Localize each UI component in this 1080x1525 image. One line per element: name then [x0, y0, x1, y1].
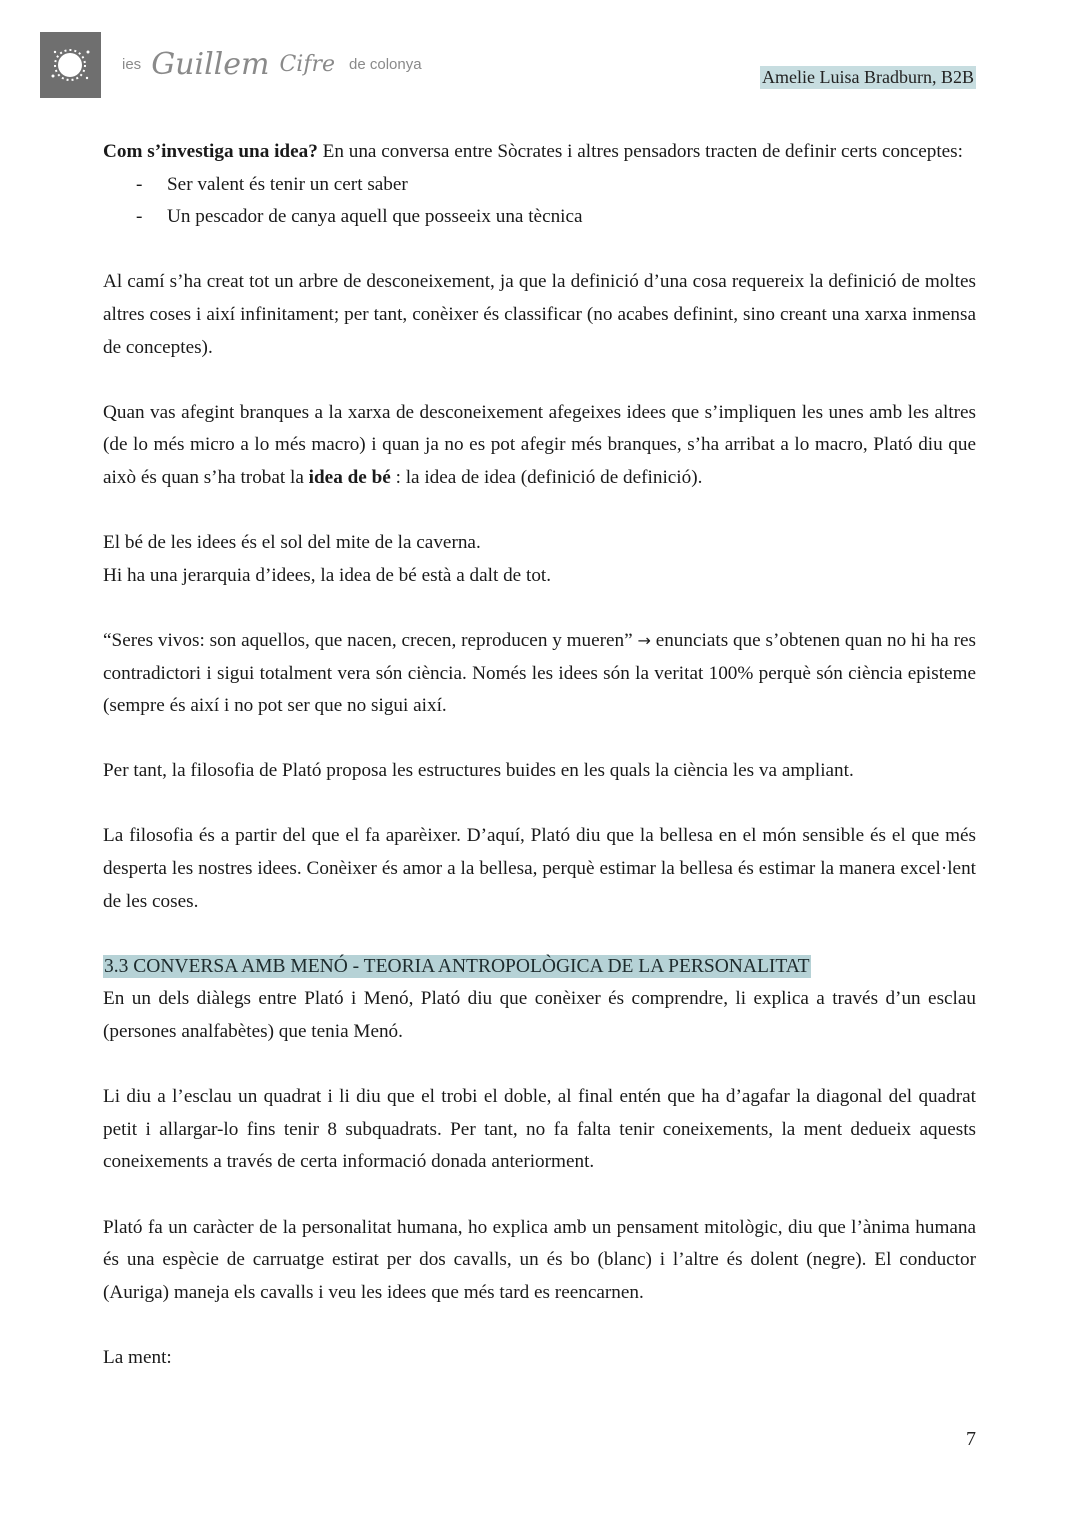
paragraph-science	[103, 625, 976, 723]
branches-text-start: Quan vas afegint branques a la xarxa de desconeixement afegeixes idees que s’impliquen les unes amb les altres (de lo més micro a lo més macro) i quan ja no es pot afegir més branques, s’ha arribat a lo macro, Plató diu que això és quan s’ha trobat la	[103, 401, 976, 488]
paragraph-meno: En un dels diàlegs entre Plató i Menó, Plató diu que conèixer és comprendre, li explica a través d’un esclau (persones analfabètes) que tenia Menó.	[103, 988, 976, 1043]
paragraph-mind: La ment:	[103, 1346, 172, 1368]
list-item: - Ser valent és tenir un cert saber	[103, 169, 976, 202]
paragraph-chariot: Plató fa un caràcter de la personalitat humana, ho explica amb un pensament mitològic, diu que l’ànima humana és una espècie de carruatge estirat per dos cavalls, un és bo (blanc) i l’altre és dolent (negre). El conductor (Auriga) maneja els cavalls i veu les idees que més tard es reencarnen.	[103, 1216, 976, 1303]
school-name-de-colonya: de colonya	[349, 55, 422, 73]
paragraph-square: Li diu a l’esclau un quadrat i li diu que el trobi el doble, al final entén que ha d’agafar la diagonal del quadrat petit i allargar-lo fins tenir 8 subquadrats. Per tant, no fa falta tenir coneixements, la ment dedueix aquests coneixements a través de certa informació donada anteriorment.	[103, 1086, 976, 1173]
paragraph-sun	[103, 527, 976, 592]
sun-line-1: El bé de les idees és el sol del mite de la caverna.	[103, 532, 481, 554]
list-item: - Un pescador de canya aquell que posseeix una tècnica	[103, 201, 976, 234]
school-name-ies: ies	[122, 55, 142, 73]
science-quote: “Seres vivos: son aquellos, que nacen, crecen, reproducen y mueren”	[103, 629, 638, 651]
sun-line-2: Hi ha una jerarquia d’idees, la idea de bé està a dalt de tot.	[103, 564, 552, 586]
right-arrow-icon: →	[637, 630, 651, 650]
paragraph-intro	[103, 136, 976, 169]
paragraph-branches	[103, 397, 976, 495]
paragraph-structures: Per tant, la filosofia de Plató proposa les estructures buides en les quals la ciència les va ampliant.	[103, 760, 854, 782]
intro-question: Com s’investiga una idea?	[103, 141, 318, 162]
intro-text: En una conversa entre Sòcrates i altres pensadors tracten de definir certs conceptes:	[317, 141, 963, 162]
idea-de-be: idea de bé	[308, 466, 391, 488]
page-number: 7	[966, 1428, 976, 1450]
branches-text-end: : la idea de idea (definició de definició).	[390, 466, 703, 488]
science-text: enunciats que s’obtenen quan no hi ha res contradictori i sigui totalment vera són ciència. Només les idees són la veritat 100% perquè són ciència episteme (sempre és així i no pot ser que no sigui així.	[103, 629, 976, 717]
paragraph-tree: Al camí s’ha creat tot un arbre de desconeixement, ja que la definició d’una cosa requereix la definició de moltes altres coses i així infinitament; per tant, conèixer és classificar (no acabes definint, sino creant una xarxa inmensa de conceptes).	[103, 271, 976, 358]
school-logo	[40, 32, 101, 98]
author-name: Amelie Luisa Bradburn, B2B	[762, 67, 974, 87]
concept-list	[103, 169, 976, 234]
school-name-guillem: Guillem	[151, 46, 270, 82]
logo-splash-icon	[40, 32, 101, 98]
school-name	[122, 42, 422, 86]
document-body	[103, 136, 976, 1407]
section-heading-row	[103, 951, 976, 984]
section-heading: 3.3 CONVERSA AMB MENÓ - TEORIA ANTROPOLÒGICA DE LA PERSONALITAT	[104, 955, 810, 977]
paragraph-beauty: La filosofia és a partir del que el fa aparèixer. D’aquí, Plató diu que la bellesa en el món sensible és el que més desperta les nostres idees. Conèixer és amor a la bellesa, perquè estimar la bellesa és estimar la manera excel·lent de les coses.	[103, 825, 976, 912]
school-name-cifre: Cifre	[279, 51, 336, 77]
